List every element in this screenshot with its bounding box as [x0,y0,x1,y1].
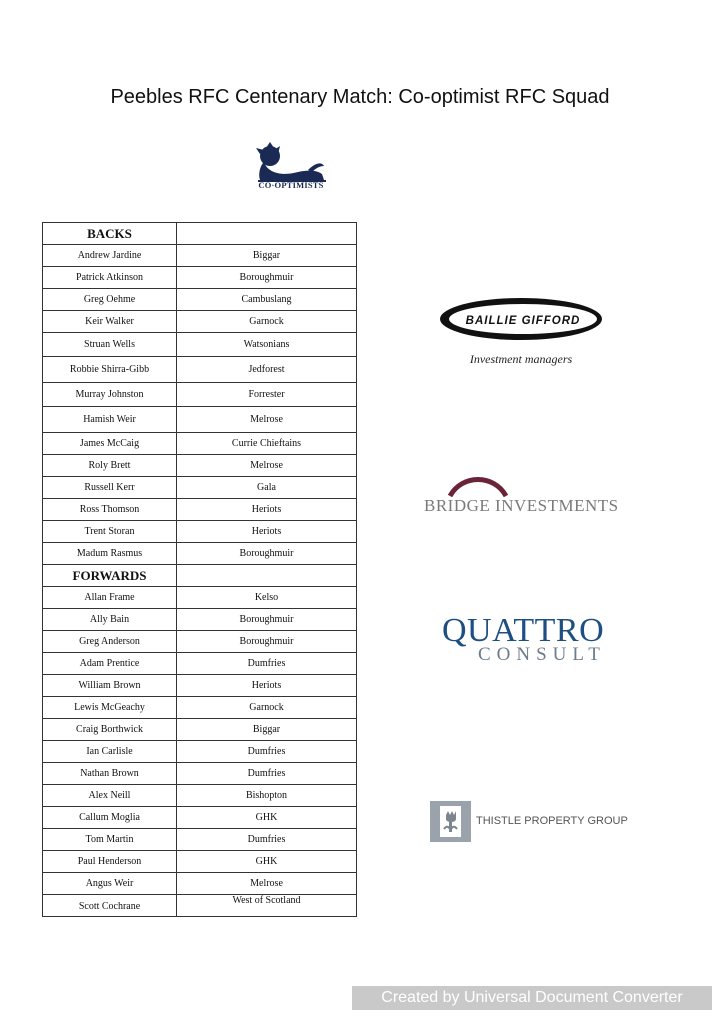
table-row [43,499,357,521]
player-name: Ross Thomson [43,499,177,521]
player-club: Melrose [177,407,357,433]
player-name: Alex Neill [43,785,177,807]
player-name: Robbie Shirra-Gibb [43,357,177,383]
player-club: Biggar [177,245,357,267]
player-name: Struan Wells [43,333,177,357]
table-row [43,719,357,741]
player-club: Melrose [177,873,357,895]
player-club: Heriots [177,521,357,543]
bridge-arch-icon [448,476,508,498]
page-title: Peebles RFC Centenary Match: Co-optimist RFC Squad [110,86,610,108]
player-name: Ian Carlisle [43,741,177,763]
player-name: Patrick Atkinson [43,267,177,289]
player-name: William Brown [43,675,177,697]
player-name: Paul Henderson [43,851,177,873]
thistle-icon [430,801,471,842]
player-club: Dumfries [177,653,357,675]
player-name: Keir Walker [43,311,177,333]
player-club: Heriots [177,499,357,521]
table-row [43,245,357,267]
player-club: Dumfries [177,829,357,851]
player-name: Greg Anderson [43,631,177,653]
table-row [43,741,357,763]
table-row [43,407,357,433]
player-name: James McCaig [43,433,177,455]
player-name: Ally Bain [43,609,177,631]
player-club: GHK [177,851,357,873]
baillie-gifford-name: BAILLIE GIFFORD [465,315,581,327]
quattro-logo: QUATTRO [442,612,605,649]
player-name: Craig Borthwick [43,719,177,741]
table-row [43,653,357,675]
player-name: Trent Storan [43,521,177,543]
table-row [43,609,357,631]
player-club: Boroughmuir [177,609,357,631]
table-row [43,785,357,807]
player-club: Boroughmuir [177,267,357,289]
section-row-backs [43,223,357,245]
player-name: Andrew Jardine [43,245,177,267]
bridge-investments-logo: BRIDGE INVESTMENTS [424,496,619,515]
player-club: Garnock [177,697,357,719]
baillie-gifford-logo [438,296,604,342]
player-club: West of Scotland [177,895,357,917]
table-row [43,829,357,851]
player-name: Callum Moglia [43,807,177,829]
player-name: Russell Kerr [43,477,177,499]
player-club: Garnock [177,311,357,333]
player-name: Angus Weir [43,873,177,895]
table-row [43,895,357,917]
player-name: Murray Johnston [43,383,177,407]
player-club: Currie Chieftains [177,433,357,455]
thistle-property-logo: THISTLE PROPERTY GROUP [476,815,628,827]
player-club: Forrester [177,383,357,407]
player-name: Adam Prentice [43,653,177,675]
table-row [43,851,357,873]
table-row [43,763,357,785]
table-row [43,631,357,653]
table-row [43,675,357,697]
section-heading-backs: BACKS [43,223,177,245]
player-club: Melrose [177,455,357,477]
section-heading-blank [177,565,357,587]
table-row [43,455,357,477]
table-row [43,587,357,609]
table-row [43,357,357,383]
table-row [43,433,357,455]
table-row [43,807,357,829]
player-club: Bishopton [177,785,357,807]
player-club: Watsonians [177,333,357,357]
section-heading-blank [177,223,357,245]
player-name: Lewis McGeachy [43,697,177,719]
player-club: Boroughmuir [177,631,357,653]
table-row [43,873,357,895]
player-club: Dumfries [177,741,357,763]
player-name: Hamish Weir [43,407,177,433]
baillie-gifford-tagline: Investment managers [469,352,573,366]
squad-table [42,222,357,917]
table-row [43,477,357,499]
club-logo-text: CO·OPTIMISTS [258,180,324,190]
player-name: Madum Rasmus [43,543,177,565]
player-club: Heriots [177,675,357,697]
player-name: Greg Oehme [43,289,177,311]
section-heading-forwards: FORWARDS [43,565,177,587]
table-row [43,333,357,357]
player-name: Scott Cochrane [43,895,177,917]
table-row [43,543,357,565]
player-club: Kelso [177,587,357,609]
table-row [43,521,357,543]
table-row [43,289,357,311]
player-name: Tom Martin [43,829,177,851]
player-club: Boroughmuir [177,543,357,565]
table-row [43,383,357,407]
consult-logo-text: CONSULT [478,644,606,665]
player-name: Roly Brett [43,455,177,477]
player-club: Jedforest [177,357,357,383]
table-row [43,311,357,333]
player-club: Cambuslang [177,289,357,311]
player-name: Nathan Brown [43,763,177,785]
player-club: Dumfries [177,763,357,785]
player-name: Allan Frame [43,587,177,609]
converter-watermark: Created by Universal Document Converter [352,986,712,1010]
player-club: GHK [177,807,357,829]
table-row [43,697,357,719]
section-row-forwards [43,565,357,587]
table-row [43,267,357,289]
player-club: Gala [177,477,357,499]
player-club: Biggar [177,719,357,741]
